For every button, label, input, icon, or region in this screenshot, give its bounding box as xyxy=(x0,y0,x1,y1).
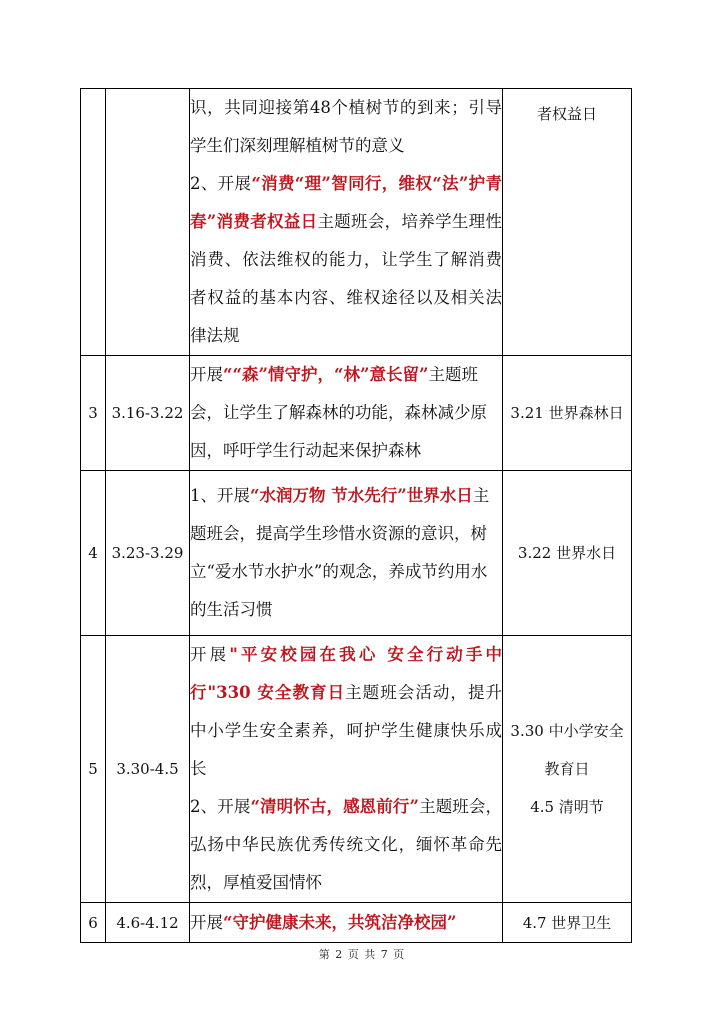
observance-day xyxy=(503,903,632,943)
row-number xyxy=(81,89,106,356)
content-text: 主题班会，弘扬中华民族优秀传统文化，缅怀革命先烈，厚植爱国情怀 xyxy=(190,797,503,892)
content-highlight: “水润万物 节水先行”世界水日 xyxy=(250,486,473,505)
content-text: 识，共同迎接第48个植树节的到来；引导学生们深刻理解植树节的意义 xyxy=(190,98,502,155)
observance-line: 4.5 清明节 xyxy=(530,798,604,816)
activity-content xyxy=(190,471,503,636)
content-paragraph xyxy=(190,165,502,355)
page-footer: 第 2 页 共 7 页 xyxy=(318,948,406,961)
content-text: 1、开展 xyxy=(190,486,250,505)
content-text: 2、开展 xyxy=(190,174,252,193)
observance-day xyxy=(503,89,632,356)
date-range: 3.16-3.22 xyxy=(106,356,190,471)
date-range xyxy=(106,89,190,356)
date-range: 3.30-4.5 xyxy=(106,636,190,903)
observance-line: 者权益日 xyxy=(536,105,597,123)
content-text: 主题班会，让学生了解森林的功能，森林减少原因，呼吁学生行动起来保护森林 xyxy=(190,365,487,460)
content-highlight: “消费“理”智同行，维权“法”护青春”消费者权益日 xyxy=(190,174,502,231)
content-text: 主题班会活动，提升中小学生安全素养，呵护学生健康快乐成长 xyxy=(190,683,502,778)
observance-line: 4.7 世界卫生 xyxy=(522,913,612,932)
schedule-table xyxy=(80,88,632,943)
content-text: 2、开展 xyxy=(190,797,251,816)
content-highlight: ““森”情守护，“林”意长留” xyxy=(223,365,429,384)
content-paragraph xyxy=(190,89,502,165)
content-highlight: “清明怀古，感恩前行” xyxy=(250,797,419,816)
activity-content xyxy=(190,636,503,903)
date-range: 3.23-3.29 xyxy=(106,471,190,636)
observance-day xyxy=(503,471,632,636)
content-text: 开展 xyxy=(190,912,223,932)
observance-line: 3.22 世界水日 xyxy=(517,544,617,562)
table-row xyxy=(81,356,632,471)
activity-content xyxy=(190,89,503,356)
content-paragraph xyxy=(190,788,502,902)
table-row xyxy=(81,89,632,356)
content-paragraph xyxy=(190,356,502,470)
content-paragraph xyxy=(190,636,502,788)
row-number: 4 xyxy=(81,471,106,636)
table-row xyxy=(81,636,632,903)
content-text: 主题班会，提高学生珍惜水资源的意识，树立“爱水节水护水”的观念，养成节约用水的生活习惯 xyxy=(190,486,490,619)
content-highlight: "平安校园在我心 安全行动手中行"330 安全教育日 xyxy=(190,645,503,702)
activity-content xyxy=(190,903,503,943)
observance-line: 3.30 中小学安全教育日 xyxy=(510,722,624,778)
row-number: 5 xyxy=(81,636,106,903)
content-text: 主题班会，培养学生理性消费、依法维权的能力，让学生了解消费者权益的基本内容、维权途径以及相关法律法规 xyxy=(190,212,502,345)
content-text: 开展 xyxy=(190,365,223,384)
row-number: 6 xyxy=(81,903,106,943)
content-paragraph xyxy=(190,477,502,629)
content-text: 开展 xyxy=(190,645,230,664)
observance-day xyxy=(503,356,632,471)
observance-line: 3.21 世界森林日 xyxy=(510,404,624,422)
activity-content xyxy=(190,356,503,471)
content-paragraph xyxy=(190,904,502,942)
date-range: 4.6-4.12 xyxy=(106,903,190,943)
table-row xyxy=(81,471,632,636)
content-highlight: “守护健康未来，共筑洁净校园” xyxy=(223,912,457,932)
table-row xyxy=(81,903,632,943)
observance-day xyxy=(503,636,632,903)
row-number: 3 xyxy=(81,356,106,471)
